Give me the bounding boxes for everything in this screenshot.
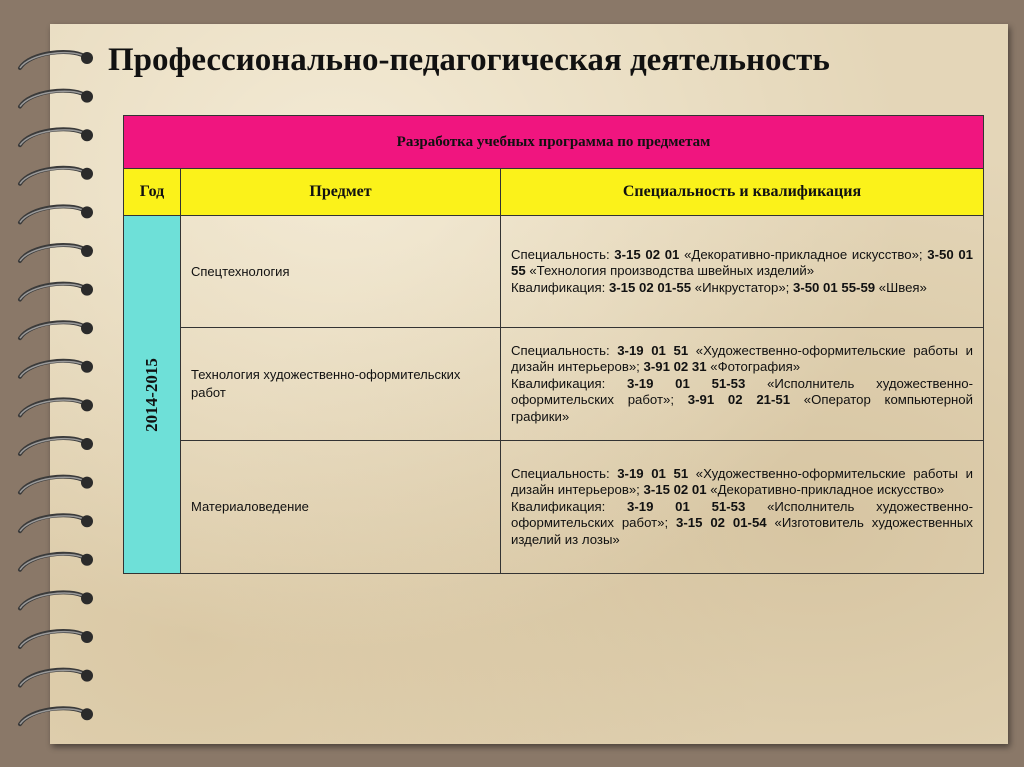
qual-code: 3-50 01 55-59 — [793, 279, 876, 295]
spec-text: «Декоративно-прикладное искусство»; — [679, 246, 928, 262]
qual-text: «Исполнитель художественно-оформительских работ»; — [511, 498, 974, 531]
spiral-ring — [20, 515, 93, 531]
spiral-ring — [20, 129, 93, 145]
subject-cell: Технология художественно-оформительских работ — [181, 328, 501, 441]
spec-text: «Художественно-оформительские работы и дизайн интерьеров»; — [511, 342, 974, 375]
spiral-ring — [20, 708, 93, 724]
spec-label: Специальность: — [511, 465, 610, 481]
qual-label: Квалификация: — [511, 375, 606, 391]
spec-code: 3-19 01 51 — [617, 465, 689, 481]
spec-code: 3-15 02 01 — [643, 482, 707, 498]
spiral-ring — [20, 168, 93, 184]
qual-code: 3-15 02 01-55 — [608, 279, 692, 295]
spec-code: 3-19 01 51 — [617, 342, 689, 358]
spiral-binding — [0, 0, 110, 767]
spiral-ring — [20, 284, 93, 300]
spiral-ring — [20, 670, 93, 686]
column-header-year: Год — [124, 169, 181, 216]
qual-text: «Швея» — [875, 279, 927, 295]
spiral-ring — [20, 52, 93, 68]
qual-label: Квалификация: — [511, 279, 606, 295]
table-header: Разработка учебных программа по предметам — [124, 116, 984, 169]
column-header-spec: Специальность и квалификация — [501, 169, 984, 216]
spec-cell — [501, 441, 984, 574]
qual-text: «Изготовитель художественных изделий из лозы» — [511, 515, 974, 547]
spiral-ring — [20, 477, 93, 493]
column-header-subject: Предмет — [181, 169, 501, 216]
spiral-ring — [20, 245, 93, 261]
spiral-ring — [20, 322, 93, 338]
spec-cell — [501, 216, 984, 328]
spiral-ring — [20, 361, 93, 377]
qual-code: 3-91 02 21-51 — [687, 392, 791, 408]
qual-label: Квалификация: — [511, 498, 606, 514]
qual-code: 3-19 01 51-53 — [627, 375, 746, 391]
spec-code: 3-91 02 31 — [643, 359, 707, 375]
spec-text: «Технология производства швейных изделий» — [525, 263, 815, 279]
spec-text: «Декоративно-прикладное искусство» — [706, 482, 945, 498]
spec-label: Специальность: — [511, 342, 610, 358]
spec-code: 3-50 01 55 — [511, 246, 974, 279]
spec-text: «Фотография» — [706, 359, 801, 375]
programs-table — [123, 115, 984, 574]
table-row — [124, 328, 984, 441]
spec-label: Специальность: — [511, 246, 610, 262]
spec-cell — [501, 328, 984, 441]
spiral-ring — [20, 554, 93, 570]
subject-cell: Материаловедение — [181, 441, 501, 574]
qual-text: «Оператор компьютерной графики» — [511, 392, 974, 424]
table-row — [124, 441, 984, 574]
qual-text: «Исполнитель художественно-оформительских работ»; — [511, 375, 974, 408]
spiral-ring — [20, 399, 93, 415]
spiral-ring — [20, 206, 93, 222]
spiral-ring — [20, 438, 93, 454]
qual-text: «Инкрустатор»; — [691, 279, 793, 295]
qual-code: 3-19 01 51-53 — [627, 498, 746, 514]
table-row — [124, 216, 984, 328]
year-label: 2014-2015 — [142, 357, 161, 432]
spiral-ring — [20, 631, 93, 647]
spiral-ring — [20, 91, 93, 107]
year-cell — [124, 216, 181, 574]
subject-cell: Спецтехнология — [181, 216, 501, 328]
spiral-ring — [20, 592, 93, 608]
spec-code: 3-15 02 01 — [614, 246, 680, 262]
qual-code: 3-15 02 01-54 — [676, 515, 767, 531]
spec-text: «Художественно-оформительские работы и дизайн интерьеров»; — [511, 465, 974, 498]
page-title: Профессионально-педагогическая деятельность — [108, 42, 830, 78]
